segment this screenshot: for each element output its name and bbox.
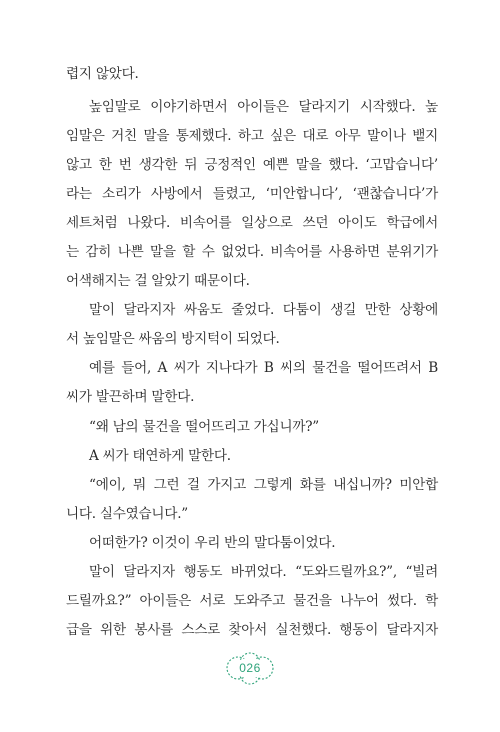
text-line: 어떠한가? 이것이 우리 반의 말다툼이었다. [89, 535, 336, 551]
text-line: 세트처럼 나왔다. 비속어를 일상으로 쓰던 아이도 학급에서 [66, 215, 438, 231]
text-line: 말이 달라지자 싸움도 줄었다. 다툼이 생길 만한 상황에 [89, 302, 438, 318]
text-line: 는 감히 나쁜 말을 할 수 없었다. 비속어를 사용하면 분위기가 [66, 244, 438, 260]
text-line: 서 높임말은 싸움의 방지턱이 되었다. [66, 331, 280, 347]
text-line: 급을 위한 봉사를 스스로 찾아서 실천했다. 행동이 달라지자 [66, 622, 438, 638]
text-line: “에이, 뭐 그런 걸 가지고 그렇게 화를 내십니까? 미안합 [89, 477, 438, 493]
text-line: 말이 달라지자 행동도 바뀌었다. “도와드릴까요?”, “빌려 [89, 564, 438, 580]
text-line: 라는 소리가 사방에서 들렸고, ‘미안합니다’, ‘괜찮습니다’가 [66, 186, 438, 202]
text-line: 않고 한 번 생각한 뒤 긍정적인 예쁜 말을 했다. ‘고맙습니다’ [66, 157, 438, 173]
text-line: “왜 남의 물건을 떨어뜨리고 가십니까?” [89, 419, 319, 435]
text-line: 니다. 실수였습니다.” [66, 506, 188, 522]
page-number: 026 [239, 661, 261, 675]
page-number-badge [223, 651, 277, 685]
text-line: 예를 들어, A 씨가 지나다가 B 씨의 물건을 떨어뜨려서 B [89, 360, 438, 376]
text-line: 드릴까요?” 아이들은 서로 도와주고 물건을 나누어 썼다. 학 [66, 593, 438, 609]
text-line: 임말은 거친 말을 통제했다. 하고 싶은 대로 아무 말이나 뱉지 [66, 128, 438, 144]
text-line: 씨가 발끈하며 말한다. [66, 389, 195, 405]
text-line: A 씨가 태연하게 말한다. [89, 448, 231, 464]
text-line: 높임말로 이야기하면서 아이들은 달라지기 시작했다. 높 [89, 99, 438, 115]
text-line: 어색해지는 걸 알았기 때문이다. [66, 273, 250, 289]
text-line: 렵지 않았다. [66, 66, 139, 82]
